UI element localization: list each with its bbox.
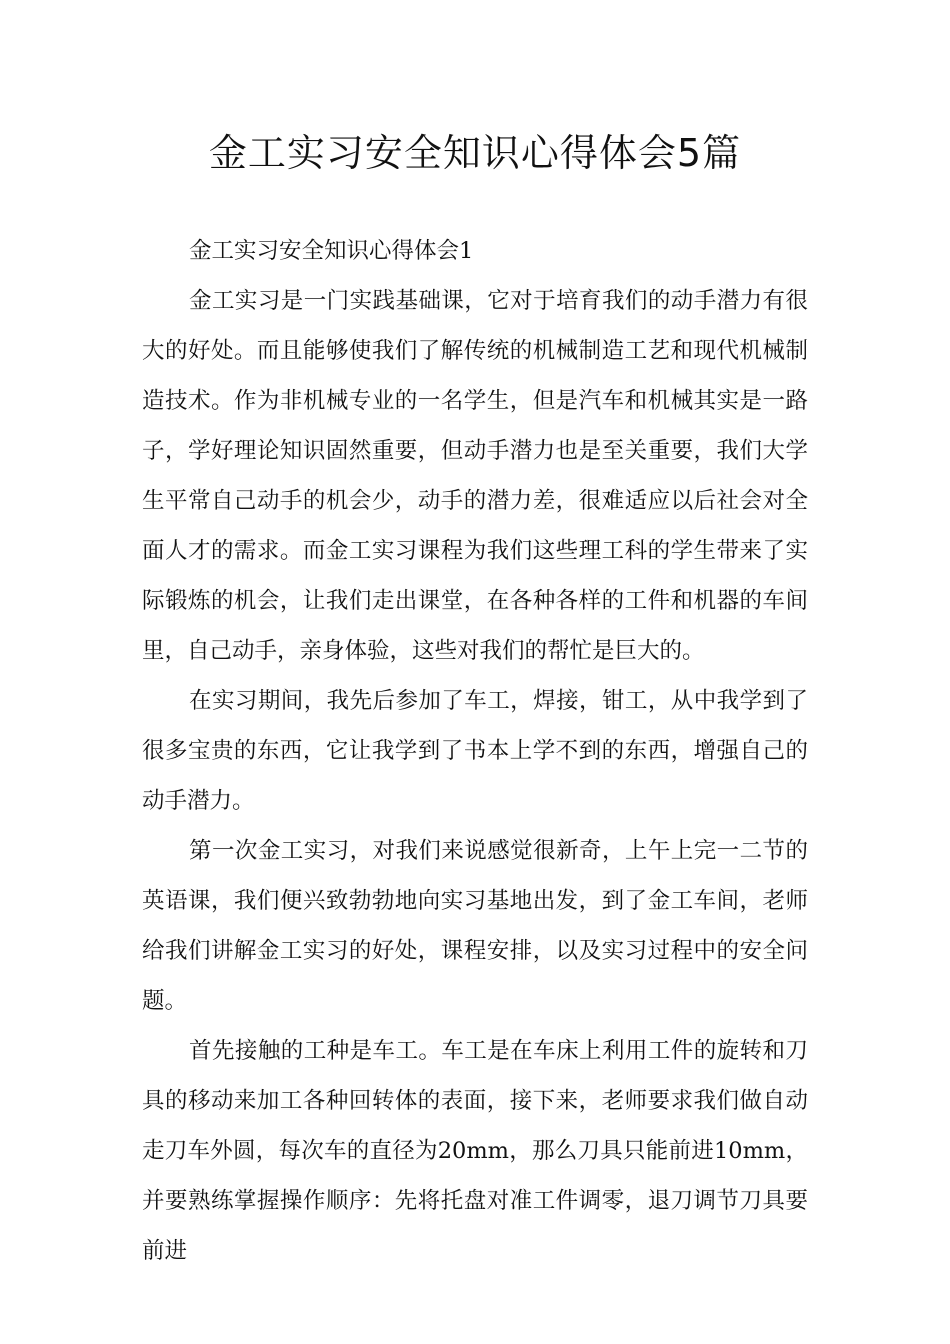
- document-body: [142, 226, 808, 1276]
- paragraph-4: 首先接触的工种是车工。车工是在车床上利用工件的旋转和刀具的移动来加工各种回转体的表面，接下来，老师要求我们做自动走刀车外圆，每次车的直径为20mm，那么刀具只能前进10mm，并要熟练掌握操作顺序：先将托盘对准工件调零，退刀调节刀具要前进: [142, 1038, 808, 1264]
- document-title: 金工实习安全知识心得体会5篇: [208, 131, 742, 175]
- paragraph-1: 金工实习是一门实践基础课，它对于培育我们的动手潜力有很大的好处。而且能够使我们了解传统的机械制造工艺和现代机械制造技术。作为非机械专业的一名学生，但是汽车和机械其实是一路子，学好理论知识固然重要，但动手潜力也是至关重要，我们大学生平常自己动手的机会少，动手的潜力差，很难适应以后社会对全面人才的需求。而金工实习课程为我们这些理工科的学生带来了实际锻炼的机会，让我们走出课堂，在各种各样的工件和机器的车间里，自己动手，亲身体验，这些对我们的帮忙是巨大的。: [142, 288, 808, 664]
- paragraph-3: 第一次金工实习，对我们来说感觉很新奇，上午上完一二节的英语课，我们便兴致勃勃地向实习基地出发，到了金工车间，老师给我们讲解金工实习的好处，课程安排，以及实习过程中的安全问题。: [142, 838, 808, 1014]
- section-heading: 金工实习安全知识心得体会1: [189, 238, 474, 264]
- paragraph-2: 在实习期间，我先后参加了车工，焊接，钳工，从中我学到了很多宝贵的东西，它让我学到了书本上学不到的东西，增强自己的动手潜力。: [142, 688, 808, 814]
